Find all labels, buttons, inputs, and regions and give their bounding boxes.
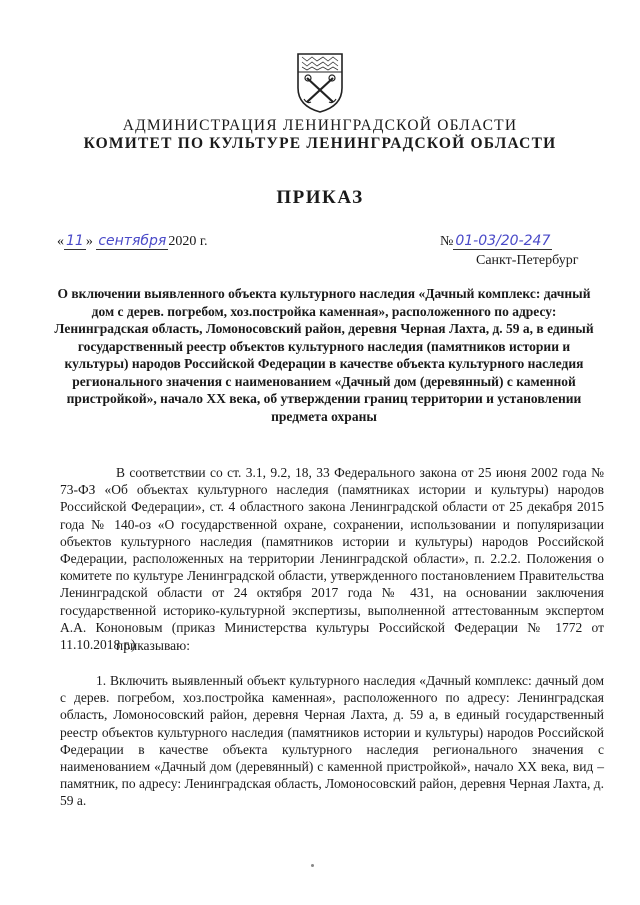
body-paragraph-item-1: 1. Включить выявленный объект культурного наследия «Дачный комплекс: дачный дом с дерев. погребом, хоз.постройка каменная», расположенного по адресу: Ленинградская область, Ломоносовский район, деревня Черная Лахта, д. 59 а, в единый государственный реестр объектов культурного наследия (памятников истории и культуры) народов Российской Федерации в качестве объекта культурного наследия регионального значения с наименованием «Дачный дом (деревянный) с каменной пристройкой», начало XX века, вид – памятник, по адресу: Ленинградская область, Ломоносовский район, деревня Черная Лахта, д. 59 а. [60,673,604,809]
number-value: 01-03/20-247 [455,233,551,249]
document-number [440,233,552,250]
number-prefix: № [440,234,454,249]
date-close-quote: » [85,234,93,249]
document-city: Санкт-Петербург [476,253,579,268]
date-month: сентября [98,233,167,249]
body-paragraph-order-word: приказываю: [116,638,190,653]
document-date [57,233,207,250]
page-mark [311,864,314,867]
coat-of-arms-icon [295,52,345,114]
date-day: 11 [66,233,84,249]
org-name-administration: АДМИНИСТРАЦИЯ ЛЕНИНГРАДСКОЙ ОБЛАСТИ [122,117,518,134]
document-subject: О включении выявленного объекта культурного наследия «Дачный комплекс: дачный дом с дерев. погребом, хоз.постройка каменная», расположенного по адресу: Ленинградская область, Ломоносовский район, деревня Черная Лахта, д. 59 а, в единый государственный реестр объектов культурного наследия (памятников истории и культуры) народов Российской Федерации в качестве объекта культурного наследия регионального значения с наименованием «Дачный дом (деревянный) с каменной пристройкой», начало XX века, об утверждении границ территории и установлении предмета охраны [54,286,594,424]
date-open-quote: « [57,234,64,249]
date-year: 2020 г. [168,234,208,249]
body-paragraph-preamble: В соответствии со ст. 3.1, 9.2, 18, 33 Федерального закона от 25 июня 2002 года № 73-ФЗ «Об объектах культурного наследия (памятниках истории и культуры) народов Российской Федерации», ст. 4 областного закона Ленинградской области от 25 декабря 2015 года № 140-оз «О государственной охране, сохранении, использовании и популяризации объектов культурного наследия (памятников истории и культуры) народов Российской Федерации, расположенных на территории Ленинградской области», п. 2.2.2. Положения о комитете по культуре Ленинградской области, утвержденного постановлением Правительства Ленинградской области от 24 октября 2017 года № 431, на основании заключения государственной историко-культурной экспертизы, выполненной аттестованным экспертом А.А. Кононовым (приказ Министерства культуры Российской Федерации № 1772 от 11.10.2018 г.) [60,465,604,653]
org-name-committee: КОМИТЕТ ПО КУЛЬТУРЕ ЛЕНИНГРАДСКОЙ ОБЛАСТИ [83,135,557,152]
document-title: ПРИКАЗ [276,187,364,208]
